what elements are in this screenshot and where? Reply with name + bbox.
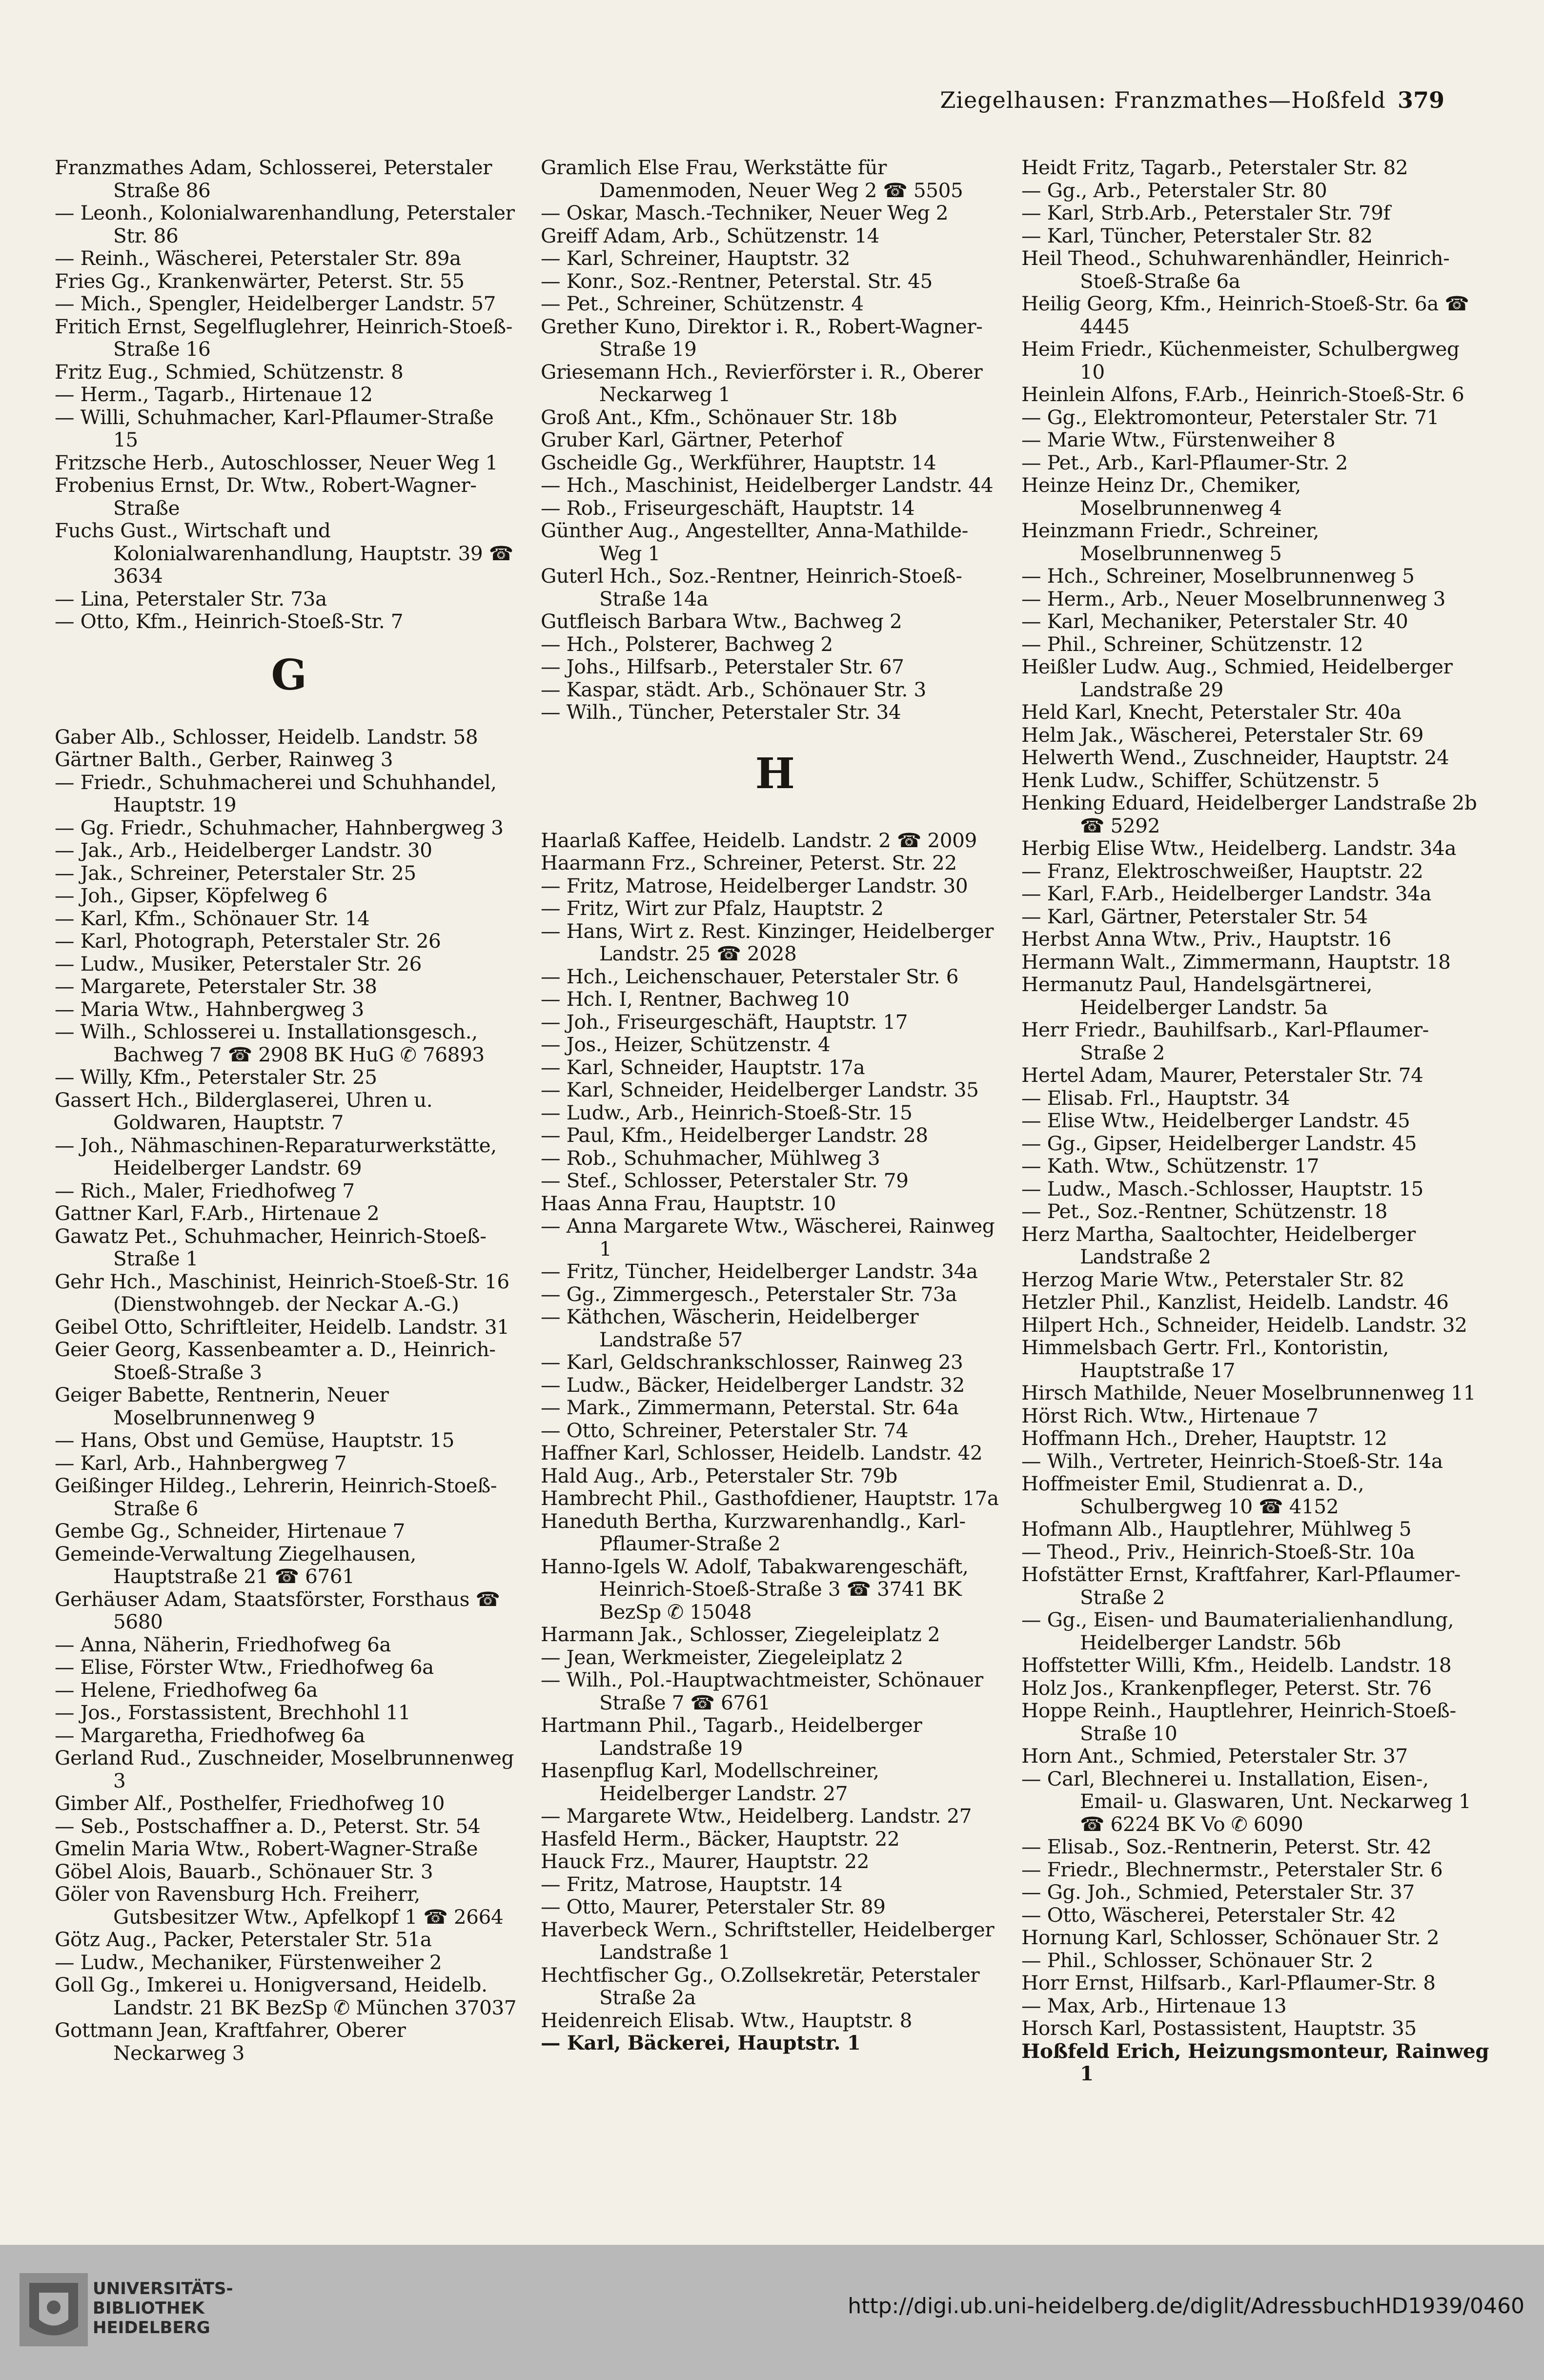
source-link[interactable]: http://digi.ub.uni-heidelberg.de/diglit/AdressbuchHD1939/0460 xyxy=(848,2294,1524,2319)
directory-entry: Heil Theod., Schuhwarenhändler, Heinrich-Stoeß-Straße 6a xyxy=(1021,246,1450,293)
directory-entry: Fritich Ernst, Segelfluglehrer, Heinrich-Stoeß-Straße 16 xyxy=(55,314,512,361)
directory-entry: — Jak., Schreiner, Peterstaler Str. 25 xyxy=(55,861,416,885)
directory-entry: Gawatz Pet., Schuhmacher, Heinrich-Stoeß-Straße 1 xyxy=(55,1224,487,1270)
directory-entry: — Otto, Schreiner, Peterstaler Str. 74 xyxy=(541,1418,909,1442)
directory-entry: Gimber Alf., Posthelfer, Friedhofweg 10 xyxy=(55,1791,445,1815)
directory-entry: Gehr Hch., Maschinist, Heinrich-Stoeß-Str. 16 (Dienstwohngeb. der Neckar A.-G.) xyxy=(55,1269,509,1316)
directory-entry: Haverbeck Wern., Schriftsteller, Heidelberger Landstraße 1 xyxy=(541,1917,995,1964)
directory-entry: Haarlaß Kaffee, Heidelb. Landstr. 2 ☎ 2009 xyxy=(541,828,977,852)
institution-line-3: HEIDELBERG xyxy=(93,2318,210,2338)
directory-entry: Held Karl, Knecht, Peterstaler Str. 40a xyxy=(1021,700,1402,724)
column-3 xyxy=(1021,156,1490,2085)
directory-entry: Hermanutz Paul, Handelsgärtnerei, Heidelberger Landstr. 5a xyxy=(1021,973,1373,1019)
directory-entry: Horr Ernst, Hilfsarb., Karl-Pflaumer-Str. 8 xyxy=(1021,1971,1436,1994)
directory-entry: Franzmathes Adam, Schlosserei, Peterstaler Straße 86 xyxy=(55,156,492,202)
directory-entry: Gutfleisch Barbara Wtw., Bachweg 2 xyxy=(541,610,902,633)
directory-entry: — Gg. Friedr., Schuhmacher, Hahnbergweg 3 xyxy=(55,815,504,839)
directory-entry: — Pet., Soz.-Rentner, Schützenstr. 18 xyxy=(1021,1200,1387,1223)
directory-entry: — Joh., Gipser, Köpfelweg 6 xyxy=(55,884,328,907)
directory-entry: Hartmann Phil., Tagarb., Heidelberger Landstraße 19 xyxy=(541,1713,922,1760)
directory-entry: — Margaretha, Friedhofweg 6a xyxy=(55,1723,365,1747)
directory-entry: Hanno-Igels W. Adolf, Tabakwarengeschäft, Heinrich-Stoeß-Straße 3 ☎ 3741 BK BezSp ✆ 15048 xyxy=(541,1554,969,1624)
directory-entry: — Wilh., Vertreter, Heinrich-Stoeß-Str. 14a xyxy=(1021,1449,1443,1473)
directory-entry: Hasenpflug Karl, Modellschreiner, Heidelberger Landstr. 27 xyxy=(541,1759,879,1805)
directory-entry: — Paul, Kfm., Heidelberger Landstr. 28 xyxy=(541,1123,928,1147)
directory-entry: — Rob., Friseurgeschäft, Hauptstr. 14 xyxy=(541,496,915,520)
directory-entry: — Herm., Arb., Neuer Moselbrunnenweg 3 xyxy=(1021,587,1446,610)
directory-entry: — Phil., Schlosser, Schönauer Str. 2 xyxy=(1021,1948,1373,1972)
directory-entry: — Karl, Gärtner, Peterstaler Str. 54 xyxy=(1021,904,1368,928)
directory-entry: — Ludw., Musiker, Peterstaler Str. 26 xyxy=(55,952,422,976)
directory-entry: — Rob., Schuhmacher, Mühlweg 3 xyxy=(541,1146,880,1170)
directory-entry: — Karl, Tüncher, Peterstaler Str. 82 xyxy=(1021,224,1373,247)
directory-entry: Herzog Marie Wtw., Peterstaler Str. 82 xyxy=(1021,1267,1404,1291)
directory-entry: — Anna Margarete Wtw., Wäscherei, Rainweg 1 xyxy=(541,1214,995,1261)
directory-entry: Gaber Alb., Schlosser, Heidelb. Landstr. 58 xyxy=(55,725,478,749)
directory-entry: Himmelsbach Gertr. Frl., Kontoristin, Hauptstraße 17 xyxy=(1021,1336,1389,1382)
directory-entry: Groß Ant., Kfm., Schönauer Str. 18b xyxy=(541,405,897,429)
directory-entry: Hermann Walt., Zimmermann, Hauptstr. 18 xyxy=(1021,950,1451,974)
directory-entry: — Fritz, Matrose, Heidelberger Landstr. 30 xyxy=(541,874,968,897)
directory-entry: Göbel Alois, Bauarb., Schönauer Str. 3 xyxy=(55,1859,433,1883)
directory-entry: — Otto, Maurer, Peterstaler Str. 89 xyxy=(541,1895,886,1918)
directory-entry: Hörst Rich. Wtw., Hirtenaue 7 xyxy=(1021,1404,1319,1427)
directory-entry: — Konr., Soz.-Rentner, Peterstal. Str. 45 xyxy=(541,269,933,293)
institution-name xyxy=(93,2279,233,2338)
directory-entry: — Ludw., Masch.-Schlosser, Hauptstr. 15 xyxy=(1021,1177,1423,1200)
directory-entry: — Karl, Schneider, Hauptstr. 17a xyxy=(541,1055,865,1079)
directory-entry: — Ludw., Bäcker, Heidelberger Landstr. 32 xyxy=(541,1373,965,1397)
directory-entry: — Elisab. Frl., Hauptstr. 34 xyxy=(1021,1086,1290,1110)
directory-entry: Herz Martha, Saaltochter, Heidelberger Landstraße 2 xyxy=(1021,1222,1416,1268)
directory-entry: Hoffstetter Willi, Kfm., Heidelb. Landstr. 18 xyxy=(1021,1653,1452,1677)
directory-entry: Geier Georg, Kassenbeamter a. D., Heinrich-Stoeß-Straße 3 xyxy=(55,1338,496,1384)
directory-entry: — Fritz, Wirt zur Pfalz, Hauptstr. 2 xyxy=(541,896,884,920)
directory-entry: — Leonh., Kolonialwarenhandlung, Peterstaler Str. 86 xyxy=(55,201,515,247)
column-1 xyxy=(55,156,523,2064)
directory-entry: Fritzsche Herb., Autoschlosser, Neuer Weg 1 xyxy=(55,450,498,474)
directory-entry: — Jos., Forstassistent, Brechhohl 11 xyxy=(55,1701,411,1724)
directory-entry: — Karl, Schneider, Heidelberger Landstr. 35 xyxy=(541,1078,979,1101)
directory-entry: Günther Aug., Angestellter, Anna-Mathilde-Weg 1 xyxy=(541,519,968,565)
directory-entry: Heinlein Alfons, F.Arb., Heinrich-Stoeß-Str. 6 xyxy=(1021,383,1464,406)
directory-entry: Hirsch Mathilde, Neuer Moselbrunnenweg 11 xyxy=(1021,1381,1476,1404)
directory-entry: — Hans, Obst und Gemüse, Hauptstr. 15 xyxy=(55,1428,454,1452)
directory-entry: Heidt Fritz, Tagarb., Peterstaler Str. 82 xyxy=(1021,156,1408,179)
directory-entry: — Max, Arb., Hirtenaue 13 xyxy=(1021,1994,1287,2017)
directory-entry: — Jean, Werkmeister, Ziegeleiplatz 2 xyxy=(541,1645,903,1669)
directory-entry: — Jos., Heizer, Schützenstr. 4 xyxy=(541,1033,831,1056)
directory-entry: Heim Friedr., Küchenmeister, Schulbergweg 10 xyxy=(1021,337,1460,384)
directory-entry: — Gg., Gipser, Heidelberger Landstr. 45 xyxy=(1021,1131,1417,1155)
directory-entry: Herbig Elise Wtw., Heidelberg. Landstr. 34a xyxy=(1021,836,1457,860)
directory-entry: Hasfeld Herm., Bäcker, Hauptstr. 22 xyxy=(541,1827,900,1851)
directory-entry: Heilig Georg, Kfm., Heinrich-Stoeß-Str. 6a ☎ 4445 xyxy=(1021,292,1469,338)
column-2 xyxy=(541,156,1009,2055)
directory-entry: — Carl, Blechnerei u. Installation, Eisen-, Email- u. Glaswaren, Unt. Neckarweg 1 ☎ 6224 BK Vo ✆ 6090 xyxy=(1021,1767,1471,1836)
directory-entry: Fritz Eug., Schmied, Schützenstr. 8 xyxy=(55,360,404,384)
directory-entry: — Ludw., Mechaniker, Fürstenweiher 2 xyxy=(55,1950,442,1974)
directory-entry: — Friedr., Blechnermstr., Peterstaler Str. 6 xyxy=(1021,1857,1443,1881)
directory-entry: — Gg., Eisen- und Baumaterialienhandlung, Heidelberger Landstr. 56b xyxy=(1021,1608,1454,1654)
directory-entry: Hauck Frz., Maurer, Hauptstr. 22 xyxy=(541,1850,869,1873)
directory-entry: — Kath. Wtw., Schützenstr. 17 xyxy=(1021,1154,1320,1178)
directory-entry: — Reinh., Wäscherei, Peterstaler Str. 89a xyxy=(55,246,461,270)
directory-entry: — Margarete, Peterstaler Str. 38 xyxy=(55,975,377,998)
directory-entry: — Willy, Kfm., Peterstaler Str. 25 xyxy=(55,1065,377,1089)
directory-entry: Gramlich Else Frau, Werkstätte für Damenmoden, Neuer Weg 2 ☎ 5505 xyxy=(541,156,963,202)
directory-entry: Guterl Hch., Soz.-Rentner, Heinrich-Stoeß-Straße 14a xyxy=(541,564,962,610)
directory-entry: — Karl, F.Arb., Heidelberger Landstr. 34a xyxy=(1021,882,1432,905)
directory-entry: — Joh., Friseurgeschäft, Hauptstr. 17 xyxy=(541,1010,908,1034)
directory-entry: — Wilh., Schlosserei u. Installationsgesch., Bachweg 7 ☎ 2908 BK HuG ✆ 76893 xyxy=(55,1020,485,1066)
directory-entry: — Karl, Strb.Arb., Peterstaler Str. 79f xyxy=(1021,201,1391,224)
directory-entry: — Käthchen, Wäscherin, Heidelberger Landstraße 57 xyxy=(541,1305,919,1351)
directory-entry: — Johs., Hilfsarb., Peterstaler Str. 67 xyxy=(541,655,904,678)
directory-entry: Helwerth Wend., Zuschneider, Hauptstr. 24 xyxy=(1021,746,1449,769)
directory-entry: Heißler Ludw. Aug., Schmied, Heidelberger Landstraße 29 xyxy=(1021,655,1453,701)
directory-entry: Gruber Karl, Gärtner, Peterhof xyxy=(541,428,842,451)
directory-entry: — Lina, Peterstaler Str. 73a xyxy=(55,587,327,610)
directory-entry: Haffner Karl, Schlosser, Heidelb. Landstr. 42 xyxy=(541,1441,983,1465)
directory-entry: Hambrecht Phil., Gasthofdiener, Hauptstr. 17a xyxy=(541,1486,999,1510)
directory-entry: Herbst Anna Wtw., Priv., Hauptstr. 16 xyxy=(1021,927,1391,951)
directory-entry: — Hch., Schreiner, Moselbrunnenweg 5 xyxy=(1021,564,1415,588)
directory-entry: Gassert Hch., Bilderglaserei, Uhren u. Goldwaren, Hauptstr. 7 xyxy=(55,1088,433,1134)
directory-entry: Fries Gg., Krankenwärter, Peterst. Str. 55 xyxy=(55,269,465,293)
directory-entry: — Elise Wtw., Heidelberger Landstr. 45 xyxy=(1021,1109,1410,1132)
section-letter-g: G xyxy=(271,650,307,700)
directory-entry: — Gg., Zimmergesch., Peterstaler Str. 73a xyxy=(541,1282,957,1306)
directory-entry: Henk Ludw., Schiffer, Schützenstr. 5 xyxy=(1021,768,1380,792)
institution-line-1: UNIVERSITÄTS- xyxy=(93,2279,233,2299)
directory-entry: — Friedr., Schuhmacherei und Schuhhandel, Hauptstr. 19 xyxy=(55,770,497,816)
directory-entry: Gattner Karl, F.Arb., Hirtenaue 2 xyxy=(55,1201,380,1225)
page-header xyxy=(781,87,1444,126)
directory-entry: Göler von Ravensburg Hch. Freiherr, Gutsbesitzer Wtw., Apfelkopf 1 ☎ 2664 xyxy=(55,1882,504,1929)
directory-entry: — Stef., Schlosser, Peterstaler Str. 79 xyxy=(541,1169,909,1192)
directory-entry: — Karl, Arb., Hahnbergweg 7 xyxy=(55,1451,347,1475)
directory-entry: — Ludw., Arb., Heinrich-Stoeß-Str. 15 xyxy=(541,1100,913,1124)
directory-entry: — Kaspar, städt. Arb., Schönauer Str. 3 xyxy=(541,677,926,701)
directory-entry: Greiff Adam, Arb., Schützenstr. 14 xyxy=(541,224,880,247)
page-number: 379 xyxy=(1397,87,1444,113)
directory-entry: — Wilh., Tüncher, Peterstaler Str. 34 xyxy=(541,700,901,724)
directory-entry: Hoppe Reinh., Hauptlehrer, Heinrich-Stoeß-Straße 10 xyxy=(1021,1699,1456,1745)
library-footer xyxy=(0,2245,1544,2380)
directory-entry: — Margarete Wtw., Heidelberg. Landstr. 27 xyxy=(541,1804,972,1828)
directory-entry: Gembe Gg., Schneider, Hirtenaue 7 xyxy=(55,1519,406,1543)
section-letter-h: H xyxy=(755,749,795,798)
directory-entry: Horsch Karl, Postassistent, Hauptstr. 35 xyxy=(1021,2016,1417,2040)
directory-entry: — Hch., Polsterer, Bachweg 2 xyxy=(541,632,833,656)
directory-entry: — Karl, Geldschrankschlosser, Rainweg 23 xyxy=(541,1350,963,1374)
directory-entry: — Hch. I, Rentner, Bachweg 10 xyxy=(541,987,850,1011)
directory-entry: Götz Aug., Packer, Peterstaler Str. 51a xyxy=(55,1928,432,1951)
directory-entry: Gerland Rud., Zuschneider, Moselbrunnenweg 3 xyxy=(55,1746,514,1792)
directory-entry: Hofstätter Ernst, Kraftfahrer, Karl-Pflaumer-Straße 2 xyxy=(1021,1563,1461,1609)
directory-entry: Hilpert Hch., Schneider, Heidelb. Landstr. 32 xyxy=(1021,1313,1467,1337)
directory-entry: — Willi, Schuhmacher, Karl-Pflaumer-Straße 15 xyxy=(55,405,494,451)
directory-entry: — Karl, Photograph, Peterstaler Str. 26 xyxy=(55,929,441,953)
directory-entry: Gemeinde-Verwaltung Ziegelhausen, Hauptstraße 21 ☎ 6761 xyxy=(55,1542,416,1588)
directory-entry: — Hans, Wirt z. Rest. Kinzinger, Heidelberger Landstr. 25 ☎ 2028 xyxy=(541,919,994,965)
directory-entry: Haneduth Bertha, Kurzwarenhandlg., Karl-Pflaumer-Straße 2 xyxy=(541,1509,966,1555)
directory-entry: Henking Eduard, Heidelberger Landstraße 2b ☎ 5292 xyxy=(1021,791,1477,837)
directory-entry: — Hch., Leichenschauer, Peterstaler Str. 6 xyxy=(541,964,959,988)
directory-entry: — Oskar, Masch.-Techniker, Neuer Weg 2 xyxy=(541,201,949,224)
directory-entry: Gscheidle Gg., Werkführer, Hauptstr. 14 xyxy=(541,450,936,474)
directory-entry: — Jak., Arb., Heidelberger Landstr. 30 xyxy=(55,838,432,862)
directory-entry: — Phil., Schreiner, Schützenstr. 12 xyxy=(1021,632,1363,656)
directory-entry: — Karl, Bäckerei, Hauptstr. 1 xyxy=(541,2031,861,2055)
directory-entry: — Otto, Kfm., Heinrich-Stoeß-Str. 7 xyxy=(55,610,404,633)
directory-entry: — Pet., Arb., Karl-Pflaumer-Str. 2 xyxy=(1021,450,1348,474)
directory-entry: Heinze Heinz Dr., Chemiker, Moselbrunnenweg 4 xyxy=(1021,473,1301,520)
directory-entry: — Maria Wtw., Hahnbergweg 3 xyxy=(55,997,364,1021)
directory-entry: Fuchs Gust., Wirtschaft und Kolonialwarenhandlung, Hauptstr. 39 ☎ 3634 xyxy=(55,519,513,588)
directory-entry: — Herm., Tagarb., Hirtenaue 12 xyxy=(55,383,373,406)
directory-entry: Grether Kuno, Direktor i. R., Robert-Wagner-Straße 19 xyxy=(541,314,983,361)
directory-entry: Heidenreich Elisab. Wtw., Hauptstr. 8 xyxy=(541,2008,913,2032)
directory-entry: — Otto, Wäscherei, Peterstaler Str. 42 xyxy=(1021,1903,1396,1927)
directory-entry: Holz Jos., Krankenpfleger, Peterst. Str. 76 xyxy=(1021,1676,1432,1700)
directory-entry: — Theod., Priv., Heinrich-Stoeß-Str. 10a xyxy=(1021,1540,1415,1564)
directory-entry: — Pet., Schreiner, Schützenstr. 4 xyxy=(541,292,864,315)
directory-entry: — Wilh., Pol.-Hauptwachtmeister, Schönauer Straße 7 ☎ 6761 xyxy=(541,1668,983,1714)
directory-entry: — Fritz, Matrose, Hauptstr. 14 xyxy=(541,1872,843,1896)
directory-entry: — Helene, Friedhofweg 6a xyxy=(55,1678,318,1702)
directory-entry: — Karl, Kfm., Schönauer Str. 14 xyxy=(55,906,370,930)
directory-entry: Haarmann Frz., Schreiner, Peterst. Str. 22 xyxy=(541,851,957,875)
directory-entry: — Fritz, Tüncher, Heidelberger Landstr. 34a xyxy=(541,1260,978,1283)
directory-entry: Helm Jak., Wäscherei, Peterstaler Str. 69 xyxy=(1021,723,1424,747)
directory-entry: — Elise, Förster Wtw., Friedhofweg 6a xyxy=(55,1655,434,1679)
directory-entry: Horn Ant., Schmied, Peterstaler Str. 37 xyxy=(1021,1744,1408,1768)
directory-entry: Frobenius Ernst, Dr. Wtw., Robert-Wagner-Straße xyxy=(55,473,477,520)
directory-entry: Hechtfischer Gg., O.Zollsekretär, Peterstaler Straße 2a xyxy=(541,1963,980,2009)
directory-entry: Hald Aug., Arb., Peterstaler Str. 79b xyxy=(541,1464,897,1487)
directory-entry: Hertel Adam, Maurer, Peterstaler Str. 74 xyxy=(1021,1063,1423,1087)
university-seal-icon xyxy=(20,2273,88,2346)
directory-entry: — Karl, Mechaniker, Peterstaler Str. 40 xyxy=(1021,610,1408,633)
directory-entry: Griesemann Hch., Revierförster i. R., Oberer Neckarweg 1 xyxy=(541,360,983,406)
directory-entry: — Rich., Maler, Friedhofweg 7 xyxy=(55,1179,355,1202)
directory-entry: — Gg., Elektromonteur, Peterstaler Str. 71 xyxy=(1021,405,1439,429)
directory-entry: Hoffmeister Emil, Studienrat a. D., Schulbergweg 10 ☎ 4152 xyxy=(1021,1472,1364,1518)
directory-entry: — Karl, Schreiner, Hauptstr. 32 xyxy=(541,246,850,270)
directory-entry: — Franz, Elektroschweißer, Hauptstr. 22 xyxy=(1021,859,1423,883)
directory-entry: Harmann Jak., Schlosser, Ziegeleiplatz 2 xyxy=(541,1623,940,1646)
directory-entry: Hoffmann Hch., Dreher, Hauptstr. 12 xyxy=(1021,1426,1387,1450)
running-title: Ziegelhausen: Franzmathes—Hoßfeld xyxy=(940,87,1386,113)
directory-entry: Hornung Karl, Schlosser, Schönauer Str. 2 xyxy=(1021,1926,1440,1949)
directory-entry: Hofmann Alb., Hauptlehrer, Mühlweg 5 xyxy=(1021,1517,1412,1541)
directory-entry: Geibel Otto, Schriftleiter, Heidelb. Landstr. 31 xyxy=(55,1315,509,1339)
directory-entry: Gerhäuser Adam, Staatsförster, Forsthaus ☎ 5680 xyxy=(55,1587,500,1633)
directory-entry: — Seb., Postschaffner a. D., Peterst. Str. 54 xyxy=(55,1814,481,1838)
directory-entry: Goll Gg., Imkerei u. Honigversand, Heidelb. Landstr. 21 BK BezSp ✆ München 37037 xyxy=(55,1973,517,2019)
directory-entry: Hetzler Phil., Kanzlist, Heidelb. Landstr. 46 xyxy=(1021,1290,1449,1314)
directory-entry: Geißinger Hildeg., Lehrerin, Heinrich-Stoeß-Straße 6 xyxy=(55,1474,497,1520)
directory-entry: Heinzmann Friedr., Schreiner, Moselbrunnenweg 5 xyxy=(1021,519,1320,565)
directory-entry: — Elisab., Soz.-Rentnerin, Peterst. Str. 42 xyxy=(1021,1835,1432,1858)
directory-entry: Herr Friedr., Bauhilfsarb., Karl-Pflaumer-Straße 2 xyxy=(1021,1018,1429,1064)
directory-entry: Gmelin Maria Wtw., Robert-Wagner-Straße xyxy=(55,1837,478,1860)
directory-entry: Geiger Babette, Rentnerin, Neuer Moselbrunnenweg 9 xyxy=(55,1383,389,1429)
directory-entry: — Mark., Zimmermann, Peterstal. Str. 64a xyxy=(541,1396,959,1419)
directory-entry: — Hch., Maschinist, Heidelberger Landstr. 44 xyxy=(541,473,994,497)
directory-entry: — Marie Wtw., Fürstenweiher 8 xyxy=(1021,428,1336,451)
directory-entry: — Gg. Joh., Schmied, Peterstaler Str. 37 xyxy=(1021,1880,1415,1904)
directory-entry: — Gg., Arb., Peterstaler Str. 80 xyxy=(1021,178,1327,202)
directory-entry: Haas Anna Frau, Hauptstr. 10 xyxy=(541,1191,836,1215)
directory-entry: — Mich., Spengler, Heidelberger Landstr. 57 xyxy=(55,292,496,315)
directory-entry: Hoßfeld Erich, Heizungsmonteur, Rainweg 1 xyxy=(1021,2039,1489,2085)
directory-entry: Gottmann Jean, Kraftfahrer, Oberer Neckarweg 3 xyxy=(55,2018,406,2065)
directory-entry: Gärtner Balth., Gerber, Rainweg 3 xyxy=(55,748,393,771)
directory-entry: — Anna, Näherin, Friedhofweg 6a xyxy=(55,1632,391,1656)
directory-entry: — Joh., Nähmaschinen-Reparaturwerkstätte, Heidelberger Landstr. 69 xyxy=(55,1133,497,1180)
institution-line-2: BIBLIOTHEK xyxy=(93,2299,204,2318)
